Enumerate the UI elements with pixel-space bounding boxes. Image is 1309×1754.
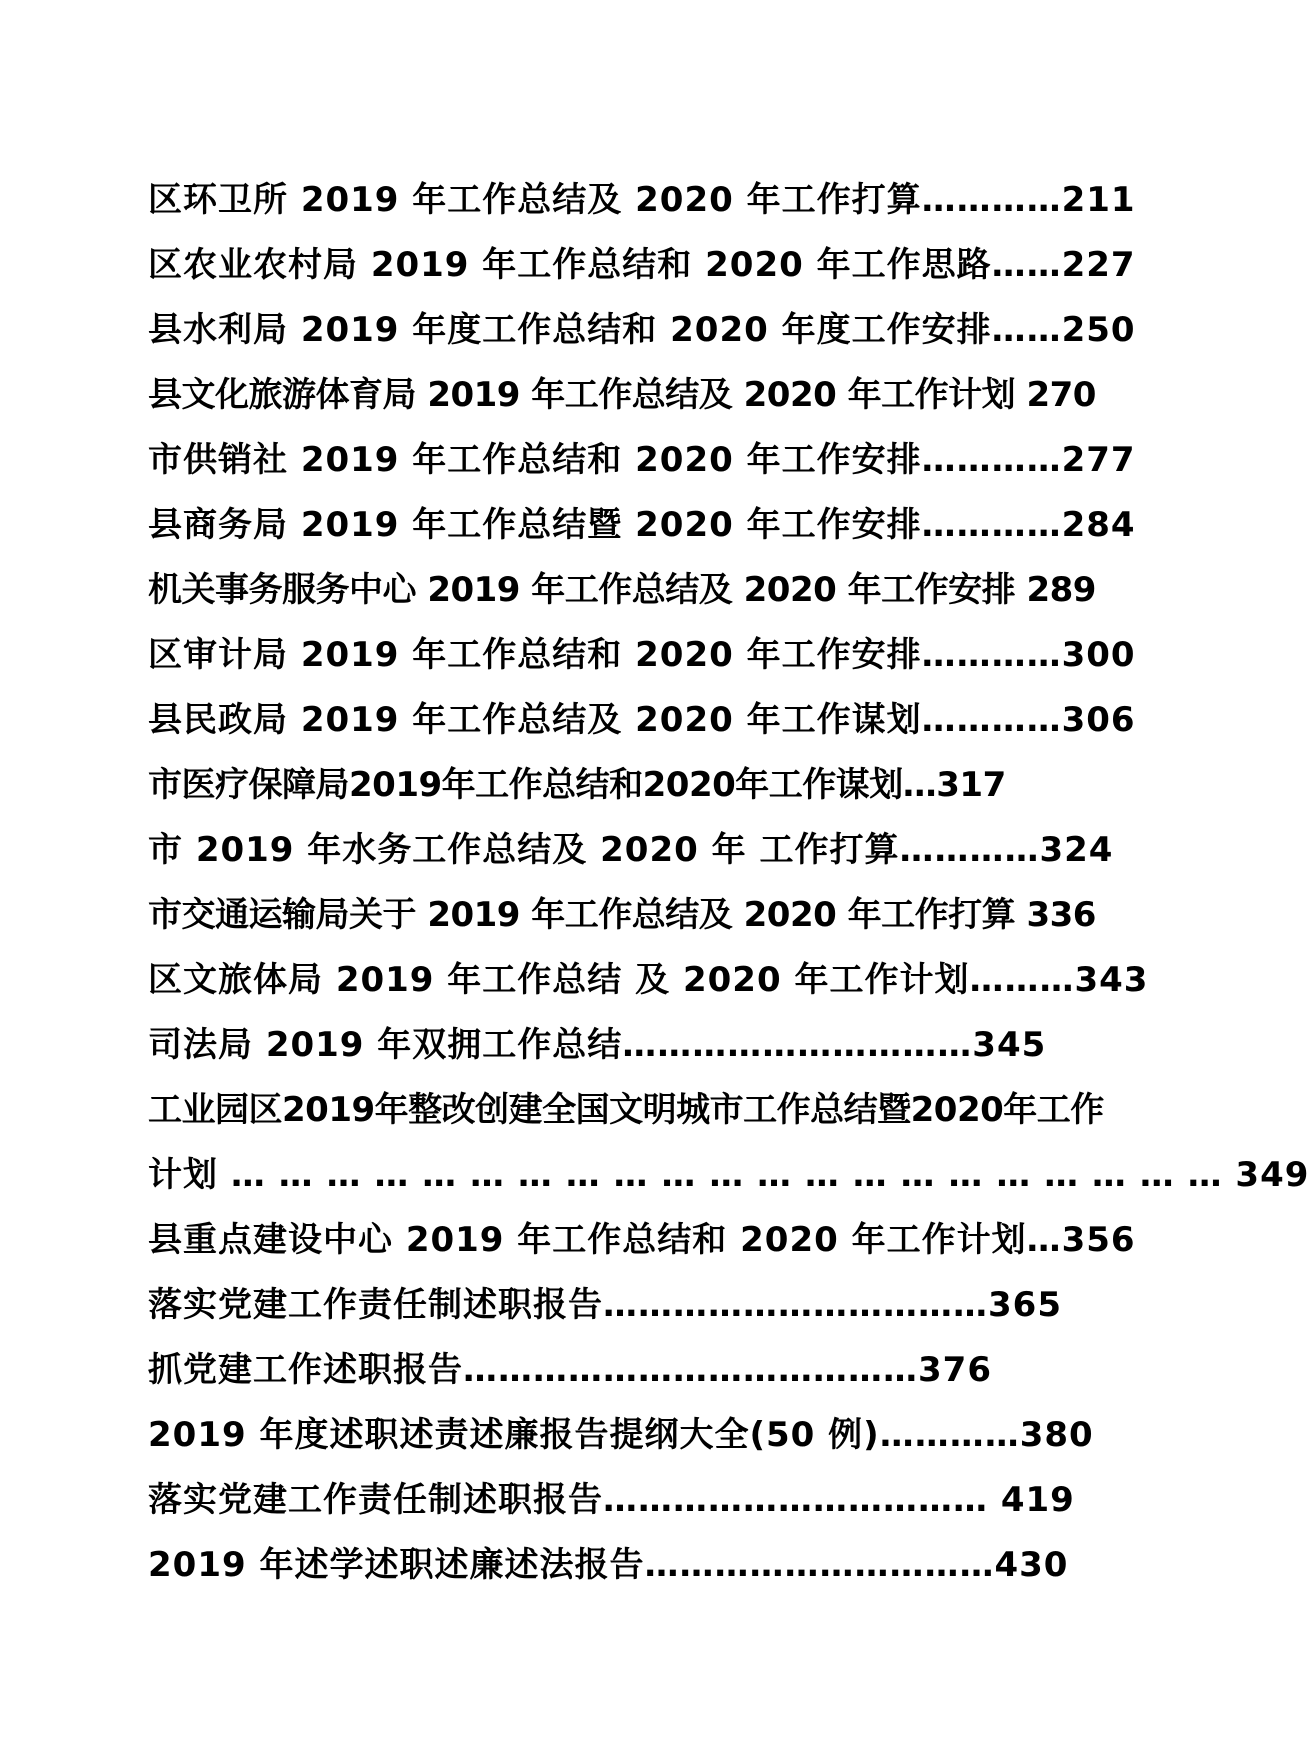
toc-entry[interactable]: 机关事务服务中心 2019 年工作总结及 2020 年工作安排 289: [148, 570, 1096, 610]
toc-entry[interactable]: 司法局 2019 年双拥工作总结…………………………345: [148, 1025, 1047, 1065]
toc-entry[interactable]: 工业园区2019年整改创建全国文明城市工作总结暨2020年工作: [148, 1090, 1104, 1130]
toc-entry[interactable]: 抓党建工作述职报告…………………………………376: [148, 1350, 992, 1390]
toc-entry[interactable]: 市交通运输局关于 2019 年工作总结及 2020 年工作打算 336: [148, 895, 1096, 935]
toc-entry[interactable]: 县商务局 2019 年工作总结暨 2020 年工作安排…………284: [148, 505, 1136, 545]
toc-entry[interactable]: 县重点建设中心 2019 年工作总结和 2020 年工作计划…356: [148, 1220, 1136, 1260]
toc-entry[interactable]: 市供销社 2019 年工作总结和 2020 年工作安排…………277: [148, 440, 1136, 480]
toc-entry[interactable]: 市医疗保障局2019年工作总结和2020年工作谋划…317: [148, 765, 1006, 805]
toc-entry[interactable]: 区审计局 2019 年工作总结和 2020 年工作安排…………300: [148, 635, 1136, 675]
toc-entry[interactable]: 区环卫所 2019 年工作总结及 2020 年工作打算…………211: [148, 180, 1136, 220]
toc-entry[interactable]: 落实党建工作责任制述职报告……………………………365: [148, 1285, 1062, 1325]
toc-entry[interactable]: 县民政局 2019 年工作总结及 2020 年工作谋划…………306: [148, 700, 1136, 740]
toc-entry[interactable]: 落实党建工作责任制述职报告…………………………… 419: [148, 1480, 1075, 1520]
toc-entry[interactable]: 县水利局 2019 年度工作总结和 2020 年度工作安排……250: [148, 310, 1136, 350]
toc-entry[interactable]: 区农业农村局 2019 年工作总结和 2020 年工作思路……227: [148, 245, 1136, 285]
toc-entry[interactable]: 市 2019 年水务工作总结及 2020 年 工作打算…………324: [148, 830, 1114, 870]
toc-entry[interactable]: 计划 … … … … … … … … … … … … … … … … … … … … … 349: [148, 1155, 1309, 1195]
toc-entry[interactable]: 2019 年述学述职述廉述法报告…………………………430: [148, 1545, 1069, 1585]
toc-entry[interactable]: 2019 年度述职述责述廉报告提纲大全(50 例)…………380: [148, 1415, 1094, 1455]
toc-entry[interactable]: 县文化旅游体育局 2019 年工作总结及 2020 年工作计划 270: [148, 375, 1096, 415]
table-of-contents: [148, 168, 1309, 1598]
toc-entry[interactable]: 区文旅体局 2019 年工作总结 及 2020 年工作计划………343: [148, 960, 1149, 1000]
